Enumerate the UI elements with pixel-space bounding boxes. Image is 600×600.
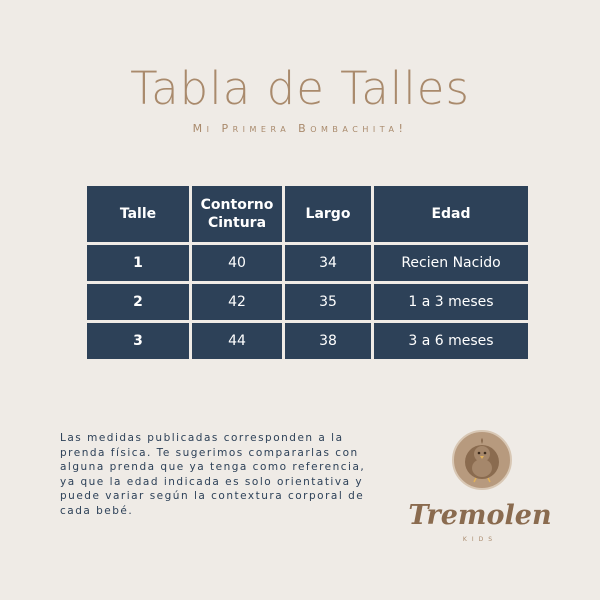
table-row (87, 323, 528, 359)
cell-talle: 3 (87, 323, 189, 359)
table-row (87, 284, 528, 320)
table-header-row (87, 186, 528, 242)
cell-largo: 35 (285, 284, 371, 320)
brand-logo (402, 406, 558, 564)
disclaimer-text: Las medidas publicadas corresponden a la prenda física. Te sugerimos compararlas con alguna prenda que ya tenga como referencia, ya que la edad indicada es solo orientativa y puede variar según la contextura corporal de cada bebé. (60, 432, 366, 517)
column-header-talle: Talle (87, 186, 189, 242)
cell-contorno: 44 (192, 323, 282, 359)
logo-circle (452, 430, 512, 490)
column-header-largo: Largo (285, 186, 371, 242)
brand-name: Tremolen (408, 500, 552, 531)
page-title: Tabla de Talles (130, 62, 470, 115)
brand-subtitle: KIDS (462, 536, 498, 543)
cell-edad: 1 a 3 meses (374, 284, 528, 320)
size-table (84, 183, 531, 362)
table-row (87, 245, 528, 281)
cell-largo: 34 (285, 245, 371, 281)
chick-icon (454, 432, 510, 488)
cell-talle: 2 (87, 284, 189, 320)
column-header-edad: Edad (374, 186, 528, 242)
cell-edad: Recien Nacido (374, 245, 528, 281)
page-subtitle: Mi Primera Bombachita! (192, 122, 408, 135)
cell-edad: 3 a 6 meses (374, 323, 528, 359)
cell-contorno: 42 (192, 284, 282, 320)
column-header-contorno: Contorno Cintura (192, 186, 282, 242)
cell-largo: 38 (285, 323, 371, 359)
cell-contorno: 40 (192, 245, 282, 281)
cell-talle: 1 (87, 245, 189, 281)
